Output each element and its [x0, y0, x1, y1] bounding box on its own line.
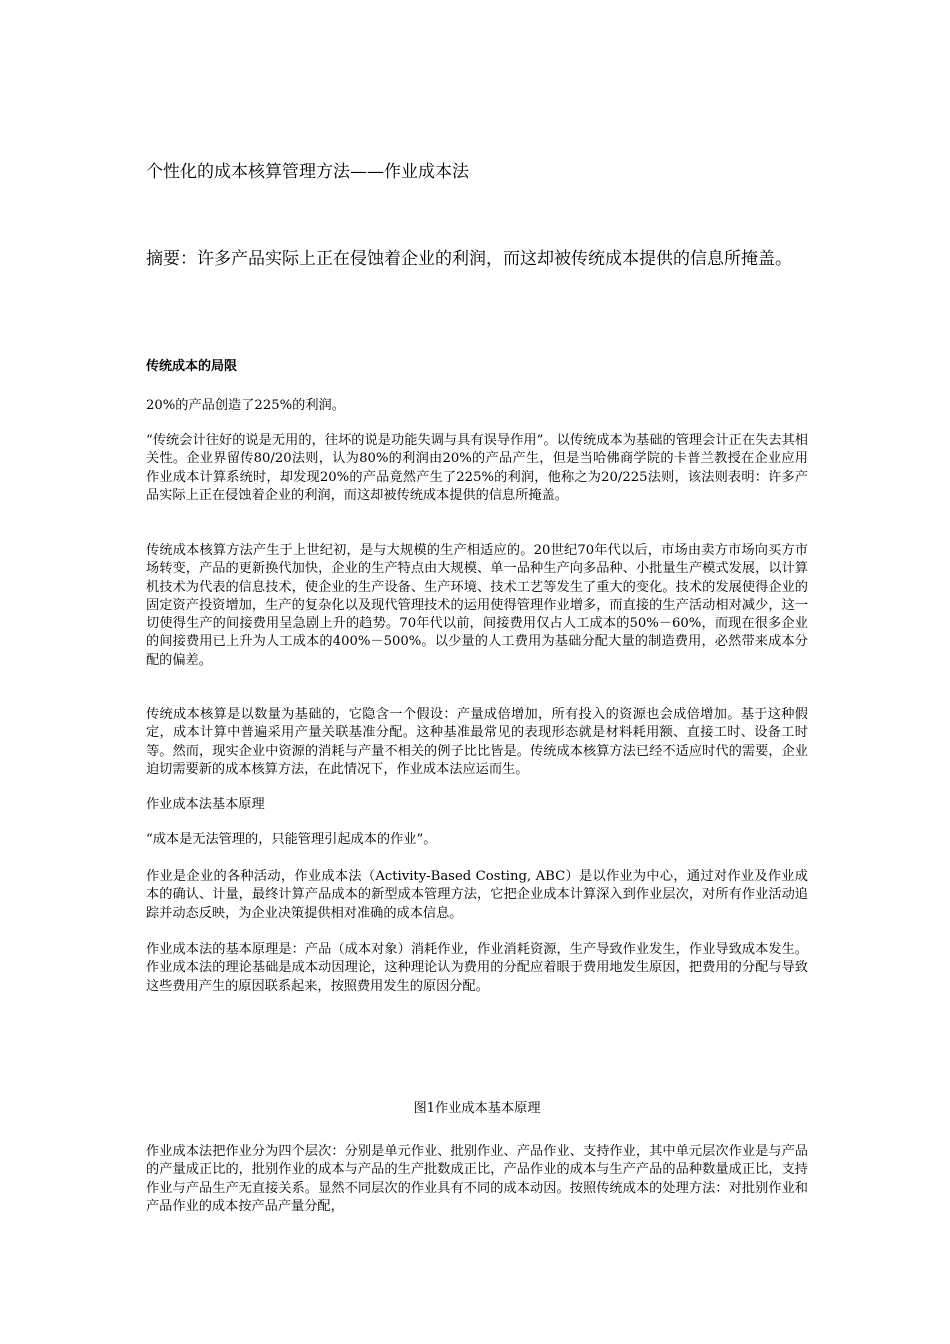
- paragraph-2: “传统会计往好的说是无用的，往坏的说是功能失调与具有误导作用”。以传统成本为基础的管理会计正在失去其相关性。企业界留传80/20法则，认为80%的利润由20%的产品产生，但是当哈佛商学院的卡普兰教授在企业应用作业成本计算系统时，却发现20%的产品竟然产生了225%的利润，他称之为20/225法则，该法则表明：许多产品实际上正在侵蚀着企业的利润，而这却被传统成本提供的信息所掩盖。: [146, 433, 808, 503]
- document-title: 个性化的成本核算管理方法——作业成本法: [146, 162, 469, 182]
- abstract: 摘要：许多产品实际上正在侵蚀着企业的利润，而这却被传统成本提供的信息所掩盖。: [146, 249, 792, 269]
- paragraph-5: “成本是无法管理的，只能管理引起成本的作业”。: [146, 832, 437, 847]
- paragraph-3: 传统成本核算方法产生于上世纪初，是与大规模的生产相适应的。20世纪70年代以后，市场由卖方市场向买方市场转变，产品的更新换代加快，企业的生产特点由大规模、单一品种生产向多品种、小批量生产模式发展，以计算机技术为代表的信息技术，使企业的生产设备、生产环境、技术工艺等发生了重大的变化。技术的发展使得企业的固定资产投资增加，生产的复杂化以及现代管理技术的运用使得管理作业增多，而直接的生产活动相对减少，这一切使得生产的间接费用呈急剧上升的趋势。70年代以前，间接费用仅占人工成本的50%－60%，而现在很多企业的间接费用已上升为人工成本的400%－500%。以少量的人工费用为基础分配大量的制造费用，必然带来成本分配的偏差。: [146, 543, 808, 668]
- figure-caption: 图1作业成本基本原理: [413, 1101, 541, 1116]
- paragraph-1: 20%的产品创造了225%的利润。: [146, 398, 345, 413]
- section-heading-abc-principle: 作业成本法基本原理: [146, 797, 265, 812]
- paragraph-6: 作业是企业的各种活动，作业成本法（Activity-Based Costing, ABC）是以作业为中心，通过对作业及作业成本的确认、计量，最终计算产品成本的新型成本管理方法，它把企业成本计算深入到作业层次，对所有作业活动追踪并动态反映，为企业决策提供相对准确的成本信息。: [146, 869, 808, 921]
- paragraph-8: 作业成本法把作业分为四个层次：分别是单元作业、批别作业、产品作业、支持作业，其中单元层次作业是与产品的产量成正比的，批别作业的成本与产品的生产批数成正比，产品作业的成本与生产产品的品种数量成正比，支持作业与产品生产无直接关系。显然不同层次的作业具有不同的成本动因。按照传统成本的处理方法：对批别作业和产品作业的成本按产品产量分配，: [146, 1144, 808, 1214]
- section-heading-traditional-cost: 传统成本的局限: [146, 359, 238, 374]
- paragraph-4: 传统成本核算是以数量为基础的，它隐含一个假设：产量成倍增加，所有投入的资源也会成倍增加。基于这种假定，成本计算中普遍采用产量关联基准分配。这种基准最常见的表现形态就是材料耗用额、直接工时、设备工时等。然而，现实企业中资源的消耗与产量不相关的例子比比皆是。传统成本核算方法已经不适应时代的需要，企业迫切需要新的成本核算方法，在此情况下，作业成本法应运而生。: [146, 707, 808, 777]
- paragraph-7: 作业成本法的基本原理是：产品（成本对象）消耗作业，作业消耗资源，生产导致作业发生，作业导致成本发生。作业成本法的理论基础是成本动因理论，这种理论认为费用的分配应着眼于费用地发生原因，把费用的分配与导致这些费用产生的原因联系起来，按照费用发生的原因分配。: [146, 942, 808, 994]
